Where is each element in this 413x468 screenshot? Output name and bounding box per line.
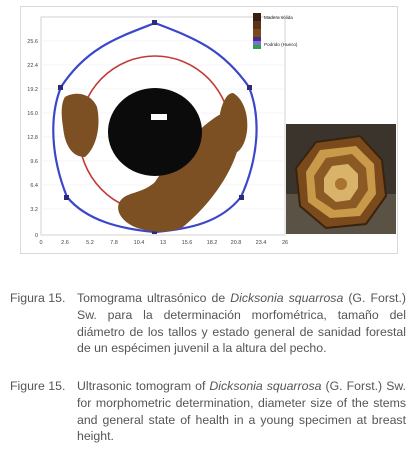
caption-label: Figure 15. [10,379,66,393]
caption-body [77,378,406,445]
species-name: Dicksonia squarrosa [230,291,344,305]
y-tick: 9.6 [30,159,38,165]
x-tick: 0 [39,240,43,246]
decay-core [108,88,202,176]
caption-text: Ultrasonic tomogram of [77,379,210,393]
caption-text: (G. Forst.) Sw. para la determinación morfométrica, tamaño del diámetro de los tallos y estado general de sanidad forestal de un espécimen juvenil a la altura del pecho. [77,291,406,356]
species-name: Dicksonia squarrosa [209,379,322,393]
stem-cross-section-photo [286,124,396,234]
x-tick: 15.6 [181,240,193,246]
y-axis-ticks [27,39,38,239]
x-tick: 13 [159,240,167,246]
photo-image [286,124,396,234]
core-label-box [151,114,167,120]
legend-swatch [253,37,261,41]
caption-body [77,290,406,357]
legend-swatch [253,29,261,37]
x-axis-ticks [39,240,288,246]
legend-swatch [253,45,261,49]
legend-swatch-solid-wood [253,13,261,21]
y-tick: 25.6 [27,39,38,45]
y-tick: 3.2 [30,207,38,213]
x-tick: 2.6 [61,240,69,246]
x-tick: 18.2 [206,240,218,246]
x-tick: 20.8 [230,240,242,246]
figure-frame [20,6,398,254]
legend-label-solid-wood: Madera sólida [264,15,293,20]
y-tick: 0 [34,233,38,239]
y-tick: 12.8 [27,135,38,141]
caption-text: (G. Forst.) Sw. for morphometric determination, diameter size of the stems and general state of health in a young specimen at breast height. [77,379,407,444]
x-tick: 5.2 [86,240,94,246]
y-tick: 22.4 [27,63,38,69]
legend-swatch [253,21,261,29]
y-tick: 6.4 [30,183,38,189]
legend-label-rotten: Podrido (Hueco) [264,42,298,47]
y-tick: 16.0 [27,111,38,117]
caption-text: Tomograma ultrasónico de [77,291,231,305]
x-tick: 10.4 [133,240,145,246]
x-tick: 23.4 [255,240,267,246]
caption-label: Figura 15. [10,291,66,305]
legend-swatch-rotten [253,41,261,45]
x-tick: 26 [281,240,289,246]
x-tick: 7.8 [110,240,118,246]
y-tick: 19.2 [27,87,38,93]
